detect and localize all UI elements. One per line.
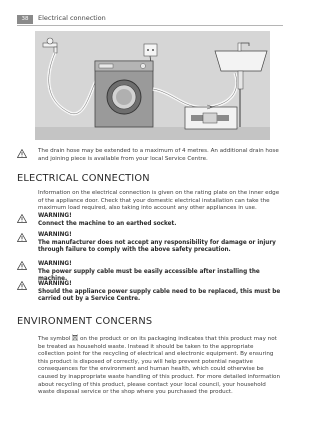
warning-label: WARNING! xyxy=(38,261,72,267)
environment-paragraph xyxy=(38,334,281,397)
warning-block xyxy=(38,213,282,228)
warning-triangle-icon xyxy=(17,233,27,242)
warning-triangle-icon xyxy=(17,261,27,270)
drain-hose-note xyxy=(38,148,281,163)
warning-block xyxy=(38,281,282,304)
warning-text: Connect the machine to an earthed socket. xyxy=(38,220,177,227)
warning-label: WARNING! xyxy=(38,213,72,219)
environment-text-start: The symbol xyxy=(38,336,71,342)
warning-triangle-icon xyxy=(17,281,27,290)
drain-hose-installation-illustration xyxy=(35,31,270,140)
header-title: Electrical connection xyxy=(38,14,106,22)
header-divider xyxy=(17,25,283,26)
warning-label: WARNING! xyxy=(38,232,72,238)
warning-text: The manufacturer does not accept any responsibility for damage or injury through failure to comply with the above safety precaution. xyxy=(38,239,276,253)
joining-piece-inset xyxy=(185,105,237,129)
crossed-out-bin-icon xyxy=(72,334,78,341)
environment-concerns-heading: ENVIRONMENT CONCERNS xyxy=(17,316,153,327)
environment-text-rest: on the product or on its packaging indicates that this product may not be treated as household waste. Instead it should be taken to the appropriate collection point for the recycling of electrical and electronic equipment. By ensuring this product is disposed of correctly, you will help prevent potential negative consequences for the environment and human health, which could otherwise be caused by inappropriate waste handling of this product. For more detailed information about recycling of this product, please contact your local council, your household waste disposal service or the shop where you purchased the product. xyxy=(38,336,281,396)
warning-text: Should the appliance power supply cable need to be replaced, this must be carried out by a Service Centre. xyxy=(38,288,281,302)
drain-hose-note-text: The drain hose may be extended to a maximum of 4 metres. An additional drain hose and joining piece is available from your local Service Centre. xyxy=(38,148,279,162)
warning-triangle-icon xyxy=(17,214,27,223)
electrical-connection-heading: ELECTRICAL CONNECTION xyxy=(17,173,150,184)
washing-machine-icon xyxy=(95,61,153,127)
warning-block xyxy=(38,232,282,255)
power-socket-icon xyxy=(144,44,157,56)
warning-triangle-icon xyxy=(17,149,27,158)
page-number: 38 xyxy=(17,15,33,24)
warning-text: The power supply cable must be easily accessible after installing the machine. xyxy=(38,268,260,282)
warning-label: WARNING! xyxy=(38,281,72,287)
electrical-connection-paragraph: Information on the electrical connection is given on the rating plate on the inner edge of the appliance door. Check that your domestic electrical installation can take the maximum load required, also taking into account any other appliances in use. xyxy=(38,190,280,212)
